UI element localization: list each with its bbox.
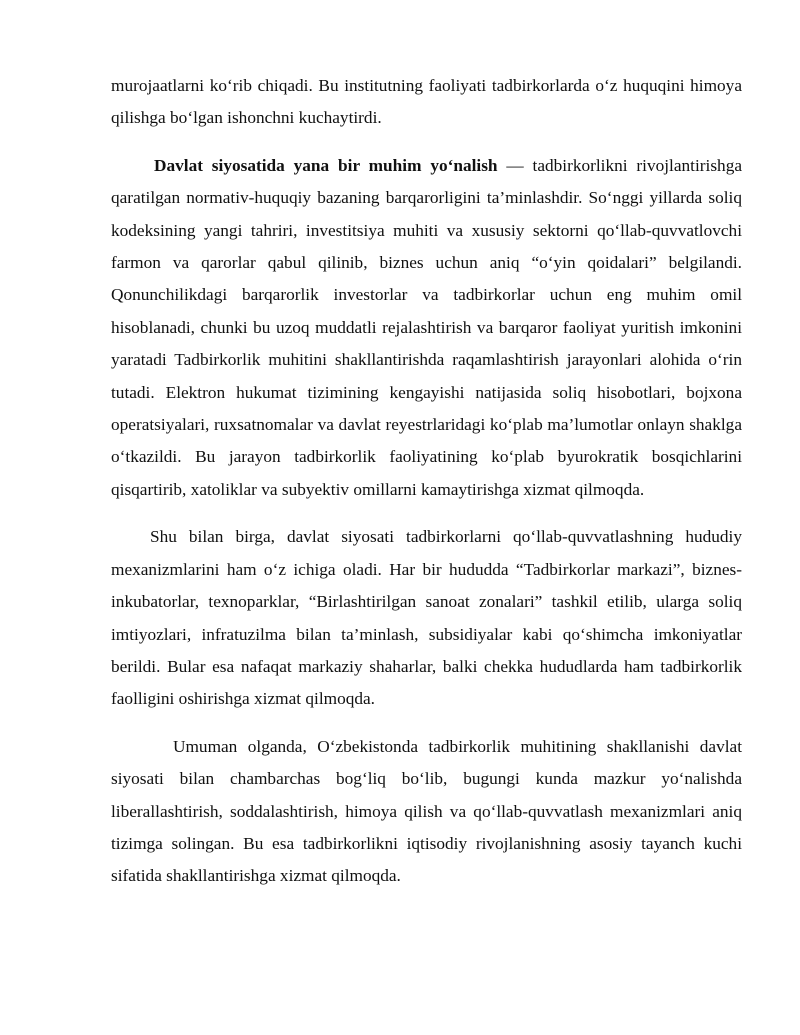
paragraph-3: Shu bilan birga, davlat siyosati tadbirkorlarni qo‘llab-quvvatlashning hududiy mexanizmlarini ham o‘z ichiga oladi. Har bir hududda “Tadbirkorlar markazi”, biznes-inkubatorlar, texnoparklar, “Birlashtirilgan sanoat zonalari” tashkil etilib, ularga soliq imtiyozlari, infratuzilma bilan ta’minlash, subsidiyalar kabi qo‘shimcha imkoniyatlar berildi. Bular esa nafaqat markaziy shaharlar, balki chekka hududlarda ham tadbirkorlik faolligini oshirishga xizmat qilmoqda. (111, 527, 742, 709)
paragraph-4: Umuman olganda, O‘zbekistonda tadbirkorlik muhitining shakllanishi davlat siyosati bilan chambarchas bog‘liq bo‘lib, bugungi kunda mazkur yo‘nalishda liberallashtirish, soddalashtirish, himoya qilish va qo‘llab-quvvatlash mexanizmlari aniq tizimga solingan. Bu esa tadbirkorlikni iqtisodiy rivojlanishning asosiy tayanch kuchi sifatida shakllantirishga xizmat qilmoqda. (111, 736, 742, 886)
paragraph-2 (111, 150, 742, 506)
paragraph-2-text: — tadbirkorlikni rivojlantirishga qaratilgan normativ-huquqiy bazaning barqarorligini ta’minlashdir. So‘nggi yillarda soliq kodeksining yangi tahriri, investitsiya muhiti va xususiy sektorni qo‘llab-quvvatlovchi farmon va qarorlar qabul qilinib, biznes uchun aniq “o‘yin qoidalari” belgilandi. Qonunchilikdagi barqarorlik investorlar va tadbirkorlar uchun eng muhim omil hisoblanadi, chunki bu uzoq muddatli rejalashtirish va barqaror faoliyat yuritish imkonini yaratadi Tadbirkorlik muhitini shakllantirishda raqamlashtirish jarayonlari alohida o‘rin tutadi. Elektron hukumat tizimining kengayishi natijasida soliq hisobotlari, bojxona operatsiyalari, ruxsatnomalar va davlat reyestrlaridagi ko‘plab ma’lumotlar onlayn shaklga o‘tkazildi. Bu jarayon tadbirkorlik faoliyatining ko‘plab byurokratik bosqichlarini qisqartirib, xatoliklar va subyektiv omillarni kamaytirishga xizmat qilmoqda. (111, 155, 742, 499)
paragraph-1: murojaatlarni ko‘rib chiqadi. Bu institutning faoliyati tadbirkorlarda o‘z huquqini himoya qilishga bo‘lgan ishonchni kuchaytirdi. (111, 76, 742, 128)
paragraph-2-bold-lead: Davlat siyosatida yana bir muhim yo‘nalish (154, 155, 498, 175)
